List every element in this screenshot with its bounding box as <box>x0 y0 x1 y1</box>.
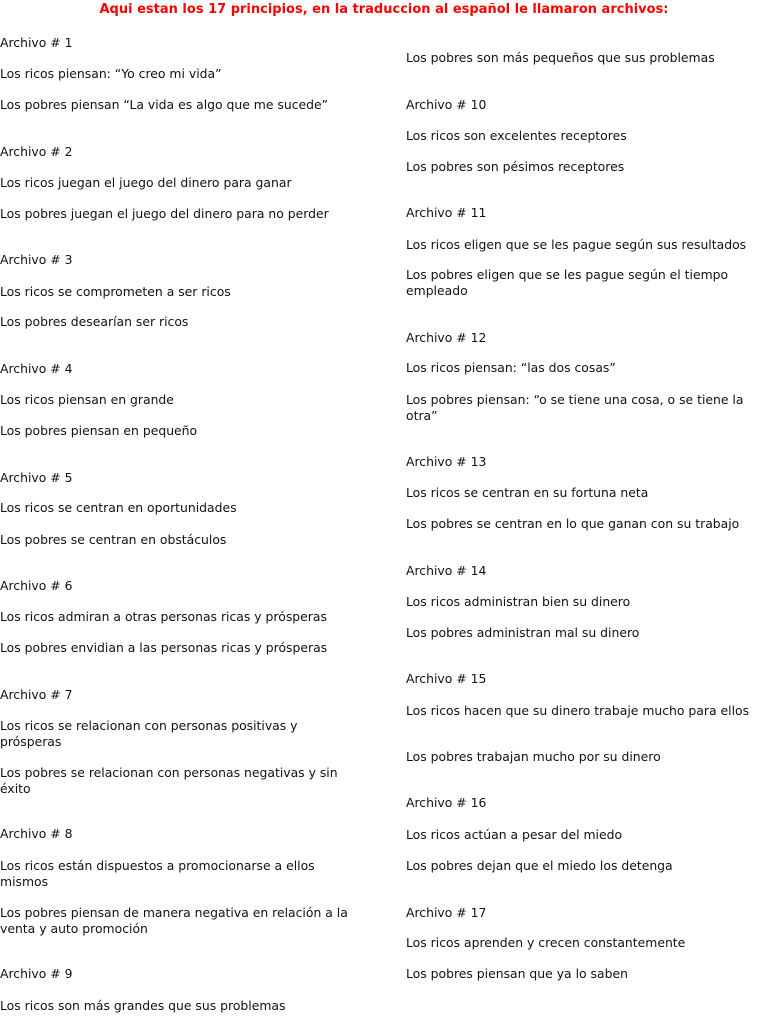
pobres-line-17: Los pobres piensan que ya lo saben <box>406 966 628 981</box>
ricos-line-3: Los ricos se comprometen a ser ricos <box>0 284 231 299</box>
pobres-line-13: Los pobres se centran en lo que ganan con su trabajo <box>406 516 740 531</box>
ricos-line-2: Los ricos juegan el juego del dinero para ganar <box>0 175 292 190</box>
archivo-heading-2: Archivo # 2 <box>0 144 73 159</box>
archivo-heading-15: Archivo # 15 <box>406 671 487 686</box>
archivo-heading-16: Archivo # 16 <box>406 795 487 810</box>
archivo-heading-7: Archivo # 7 <box>0 687 73 702</box>
pobres-line-12: Los pobres piensan: “o se tiene una cosa, o se tiene la otra” <box>406 392 744 423</box>
pobres-line-5: Los pobres se centran en obstáculos <box>0 532 227 547</box>
ricos-line-9: Los ricos son más grandes que sus problemas <box>0 998 286 1013</box>
pobres-line-10: Los pobres son pésimos receptores <box>406 159 625 174</box>
page-title: Aqui estan los 17 principios, en la traduccion al español le llamaron archivos: <box>99 2 669 17</box>
pobres-line-2: Los pobres juegan el juego del dinero para no perder <box>0 206 329 221</box>
archivo-heading-17: Archivo # 17 <box>406 905 487 920</box>
pobres-line-11: Los pobres eligen que se les pague según el tiempo empleado <box>406 267 729 298</box>
pobres-line-7: Los pobres se relacionan con personas negativas y sin éxito <box>0 765 338 796</box>
archivo-heading-9: Archivo # 9 <box>0 966 73 981</box>
archivo-heading-5: Archivo # 5 <box>0 470 73 485</box>
ricos-line-10: Los ricos son excelentes receptores <box>406 128 627 143</box>
ricos-line-4: Los ricos piensan en grande <box>0 392 174 407</box>
pobres-line-8: Los pobres piensan de manera negativa en relación a la venta y auto promoción <box>0 905 348 936</box>
archivo-heading-11: Archivo # 11 <box>406 205 487 220</box>
archivo-heading-10: Archivo # 10 <box>406 97 487 112</box>
ricos-line-11: Los ricos eligen que se les pague según sus resultados <box>406 237 747 252</box>
ricos-line-8: Los ricos están dispuestos a promocionarse a ellos mismos <box>0 858 315 889</box>
archivo-heading-4: Archivo # 4 <box>0 361 73 376</box>
ricos-line-12: Los ricos piensan: “las dos cosas” <box>406 360 616 375</box>
pobres-line-6: Los pobres envidian a las personas ricas y prósperas <box>0 640 328 655</box>
ricos-line-17: Los ricos aprenden y crecen constantemente <box>406 935 686 950</box>
pobres-line-4: Los pobres piensan en pequeño <box>0 423 198 438</box>
pobres-line-15: Los pobres trabajan mucho por su dinero <box>406 749 661 764</box>
archivo-heading-6: Archivo # 6 <box>0 578 73 593</box>
pobres-line-9: Los pobres son más pequeños que sus problemas <box>406 50 715 65</box>
ricos-line-15: Los ricos hacen que su dinero trabaje mucho para ellos <box>406 703 750 718</box>
archivo-heading-3: Archivo # 3 <box>0 252 73 267</box>
pobres-line-3: Los pobres desearían ser ricos <box>0 314 189 329</box>
ricos-line-16: Los ricos actúan a pesar del miedo <box>406 827 623 842</box>
archivo-heading-12: Archivo # 12 <box>406 330 487 345</box>
archivo-heading-13: Archivo # 13 <box>406 454 487 469</box>
pobres-line-14: Los pobres administran mal su dinero <box>406 625 640 640</box>
ricos-line-5: Los ricos se centran en oportunidades <box>0 500 237 515</box>
ricos-line-14: Los ricos administran bien su dinero <box>406 594 631 609</box>
ricos-line-13: Los ricos se centran en su fortuna neta <box>406 485 649 500</box>
archivo-heading-8: Archivo # 8 <box>0 826 73 841</box>
archivo-heading-1: Archivo # 1 <box>0 35 73 50</box>
pobres-line-1: Los pobres piensan “La vida es algo que me sucede” <box>0 97 329 112</box>
archivo-heading-14: Archivo # 14 <box>406 563 487 578</box>
pobres-line-16: Los pobres dejan que el miedo los detenga <box>406 858 673 873</box>
ricos-line-6: Los ricos admiran a otras personas ricas y prósperas <box>0 609 327 624</box>
ricos-line-7: Los ricos se relacionan con personas positivas y prósperas <box>0 718 298 749</box>
ricos-line-1: Los ricos piensan: “Yo creo mi vida” <box>0 66 222 81</box>
